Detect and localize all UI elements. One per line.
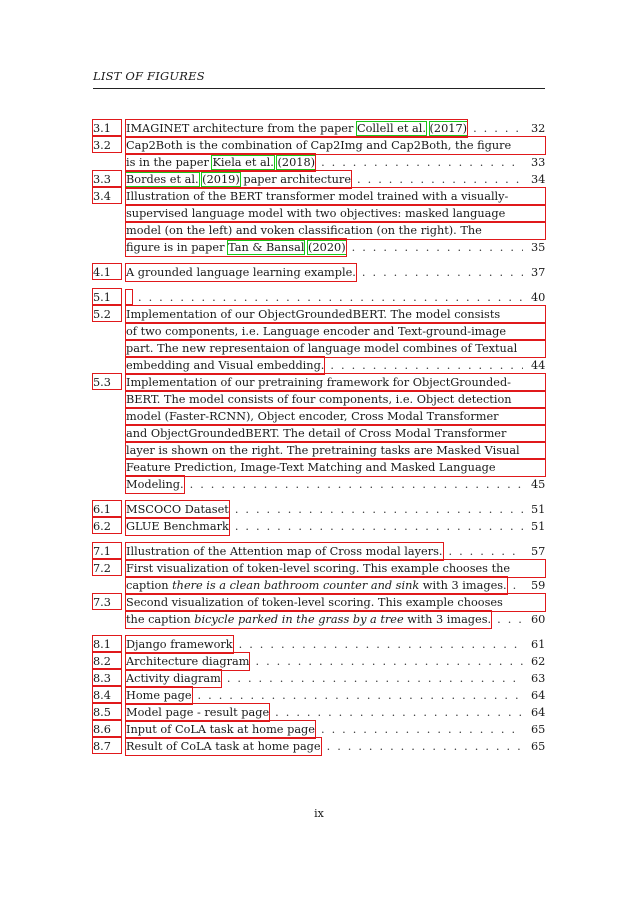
caption-fragment: Home page — [126, 689, 192, 702]
caption-line — [126, 738, 545, 755]
page-number-ref[interactable]: 35 — [531, 241, 546, 254]
caption-text[interactable] — [126, 374, 545, 391]
caption-fragment: is in the paper — [126, 156, 213, 169]
dot-leader — [255, 653, 523, 670]
figure-number[interactable]: 3.4 — [93, 188, 121, 203]
caption-text[interactable] — [126, 476, 184, 493]
caption-text[interactable] — [126, 323, 545, 340]
figure-entry — [93, 306, 545, 374]
caption-fragment: layer is shown on the right. The pretraining tasks are Masked Visual — [126, 444, 520, 457]
header-rule — [93, 88, 545, 89]
caption-fragment: IMAGINET architecture from the paper — [126, 122, 357, 135]
caption-fragment: Model page - result page — [126, 706, 270, 719]
figure-number[interactable]: 8.2 — [93, 653, 121, 668]
caption-line — [126, 357, 545, 374]
page-number-ref[interactable]: 51 — [531, 503, 546, 516]
figure-number[interactable]: 7.3 — [93, 594, 121, 609]
caption-line — [126, 408, 545, 425]
citation-link[interactable]: Tan & Bansal — [228, 241, 305, 254]
caption-line — [126, 154, 545, 171]
figure-entry — [93, 289, 545, 306]
page-number-ref[interactable]: 44 — [531, 359, 546, 372]
dot-leader — [473, 120, 523, 137]
caption-line — [126, 289, 545, 306]
caption-fragment: BERT. The model consists of four components, i.e. Object detection — [126, 393, 512, 406]
figure-entry — [93, 670, 545, 687]
caption-fragment: Django framework — [126, 638, 233, 651]
dot-leader — [449, 543, 523, 560]
figure-entry — [93, 188, 545, 256]
caption-text[interactable] — [126, 264, 356, 281]
caption-line — [126, 518, 545, 535]
caption-line — [126, 611, 545, 628]
figure-number[interactable]: 7.2 — [93, 560, 121, 575]
caption-text[interactable] — [126, 120, 467, 137]
caption-text[interactable] — [126, 704, 269, 721]
figure-entry — [93, 738, 545, 755]
caption-fragment: Implementation of our ObjectGroundedBERT. The model consists — [126, 308, 501, 321]
caption-line — [126, 476, 545, 493]
dot-leader — [362, 264, 523, 281]
caption-text[interactable] — [126, 408, 545, 425]
caption-fragment: Cap2Both is the combination of Cap2Img and Cap2Both, the figure — [126, 139, 512, 152]
caption-fragment: the caption — [126, 613, 195, 626]
caption-line — [126, 501, 545, 518]
figure-entry — [93, 594, 545, 628]
figure-caption — [126, 501, 545, 518]
figure-number[interactable]: 8.7 — [93, 738, 121, 753]
caption-fragment: A grounded language learning example. — [126, 266, 356, 279]
citation-link[interactable]: (2018) — [277, 156, 316, 169]
figure-caption — [126, 306, 545, 374]
caption-text[interactable] — [126, 738, 321, 755]
figure-number[interactable]: 6.1 — [93, 501, 121, 516]
dot-leader — [227, 670, 523, 687]
caption-fragment: and ObjectGroundedBERT. The detail of Cross Modal Transformer — [126, 427, 507, 440]
dot-leader — [190, 476, 523, 493]
caption-fragment: Implementation of our pretraining framework for ObjectGrounded- — [126, 376, 511, 389]
figure-entry — [93, 137, 545, 171]
page-number-ref[interactable]: 57 — [531, 545, 546, 558]
caption-line — [126, 391, 545, 408]
page-number-ref[interactable]: 40 — [531, 291, 546, 304]
page-number-ref[interactable]: 65 — [531, 723, 546, 736]
caption-fragment: MSCOCO Dataset — [126, 503, 229, 516]
caption-text[interactable] — [126, 670, 221, 687]
citation-link[interactable]: Kiela et al. — [212, 156, 274, 169]
page-number-ref[interactable]: 64 — [531, 706, 546, 719]
page-number-ref[interactable]: 37 — [531, 266, 546, 279]
caption-fragment: with 3 images. — [403, 613, 492, 626]
figure-caption — [126, 120, 545, 137]
page-number-ref[interactable]: 63 — [531, 672, 546, 685]
dot-leader — [138, 289, 523, 306]
figure-entry — [93, 518, 545, 535]
caption-text[interactable] — [126, 687, 192, 704]
caption-line — [126, 442, 545, 459]
figure-entry — [93, 264, 545, 281]
citation-link[interactable]: Bordes et al. — [126, 173, 199, 186]
caption-fragment: model (Faster-RCNN), Object encoder, Cross Modal Transformer — [126, 410, 499, 423]
figure-caption — [126, 687, 545, 704]
caption-fragment: Feature Prediction, Image-Text Matching and Masked Language — [126, 461, 496, 474]
caption-text[interactable] — [126, 306, 545, 323]
figure-group-5 — [93, 543, 545, 628]
caption-text[interactable] — [126, 501, 229, 518]
figure-number[interactable]: 8.1 — [93, 636, 121, 651]
caption-fragment: part. The new representaion of language model combines of Textual — [126, 342, 518, 355]
dot-leader — [497, 611, 523, 628]
figure-number[interactable]: 8.3 — [93, 670, 121, 685]
caption-fragment: Illustration of the BERT transformer model trained with a visually- — [126, 190, 509, 203]
page-number-ref[interactable]: 45 — [531, 478, 546, 491]
figure-entry — [93, 653, 545, 670]
caption-line — [126, 188, 545, 205]
page-number-ref[interactable]: 65 — [531, 740, 546, 753]
caption-text[interactable] — [126, 459, 545, 476]
caption-fragment: figure is in paper — [126, 241, 229, 254]
caption-line — [126, 120, 545, 137]
figure-caption — [126, 636, 545, 653]
caption-text[interactable] — [126, 188, 545, 205]
figure-group-6 — [93, 636, 545, 755]
figure-caption — [126, 560, 545, 594]
caption-fragment: model (on the left) and voken classification (on the right). The — [126, 224, 482, 237]
caption-fragment: Modeling. — [126, 478, 184, 491]
figure-caption — [126, 188, 545, 256]
figure-number[interactable]: 5.2 — [93, 306, 121, 321]
caption-text[interactable] — [126, 154, 315, 171]
caption-text[interactable] — [126, 721, 315, 738]
figure-entry — [93, 543, 545, 560]
citation-link[interactable]: (2020) — [308, 241, 346, 254]
caption-line — [126, 560, 545, 577]
figure-caption — [126, 289, 545, 306]
dot-leader — [513, 577, 523, 594]
figure-caption — [126, 543, 545, 560]
caption-text[interactable] — [126, 577, 507, 594]
figure-caption — [126, 171, 545, 188]
caption-line — [126, 687, 545, 704]
caption-line — [126, 577, 545, 594]
caption-text[interactable] — [126, 425, 545, 442]
caption-fragment: supervised language model with two objectives: masked language — [126, 207, 506, 220]
dot-leader — [235, 518, 523, 535]
caption-text[interactable] — [126, 636, 233, 653]
page-number-ref[interactable]: 64 — [531, 689, 546, 702]
figure-caption — [126, 594, 545, 628]
caption-text[interactable] — [126, 391, 545, 408]
page-number-ref[interactable]: 62 — [531, 655, 546, 668]
page-number-ref[interactable]: 51 — [531, 520, 546, 533]
dot-leader — [321, 721, 523, 738]
caption-text[interactable] — [126, 222, 545, 239]
caption-text[interactable] — [126, 340, 545, 357]
figure-entry — [93, 501, 545, 518]
figure-entry — [93, 120, 545, 137]
caption-line — [126, 340, 545, 357]
figure-group-3 — [93, 289, 545, 493]
figure-caption — [126, 264, 545, 281]
figure-number[interactable]: 8.4 — [93, 687, 121, 702]
figure-caption — [126, 670, 545, 687]
dot-leader — [330, 357, 523, 374]
figure-number[interactable]: 5.3 — [93, 374, 121, 389]
caption-text[interactable] — [126, 560, 545, 577]
page-number-ref[interactable]: 32 — [531, 122, 546, 135]
page-number-ref[interactable]: 34 — [531, 173, 546, 186]
figure-number[interactable]: 3.1 — [93, 120, 121, 135]
citation-link[interactable]: (2017) — [429, 122, 468, 135]
caption-text[interactable] — [126, 518, 229, 535]
dot-leader — [198, 687, 523, 704]
dot-leader — [352, 239, 523, 256]
dot-leader — [275, 704, 523, 721]
page-number-ref[interactable]: 59 — [531, 579, 546, 592]
caption-fragment: Activity diagram — [126, 672, 221, 685]
figure-number[interactable]: 4.1 — [93, 264, 121, 279]
figure-caption — [126, 721, 545, 738]
caption-line — [126, 653, 545, 670]
caption-fragment: of two components, i.e. Language encoder and Text-ground-image — [126, 325, 507, 338]
citation-link[interactable]: (2019) — [202, 173, 240, 186]
caption-line — [126, 704, 545, 721]
caption-text[interactable] — [126, 442, 545, 459]
figure-entry — [93, 721, 545, 738]
caption-line — [126, 670, 545, 687]
caption-text[interactable] — [126, 137, 545, 154]
figure-caption — [126, 738, 545, 755]
caption-text[interactable] — [126, 611, 491, 628]
figure-caption — [126, 704, 545, 721]
caption-text[interactable] — [126, 543, 443, 560]
caption-line — [126, 264, 545, 281]
figure-number[interactable]: 3.3 — [93, 171, 121, 186]
caption-fragment: Second visualization of token-level scoring. This example chooses — [126, 596, 503, 609]
caption-text[interactable] — [126, 357, 324, 374]
caption-line — [126, 543, 545, 560]
figure-number[interactable]: 7.1 — [93, 543, 121, 558]
dot-leader — [321, 154, 523, 171]
figure-caption — [126, 137, 545, 171]
caption-line — [126, 205, 545, 222]
dot-leader — [357, 171, 523, 188]
figure-caption — [126, 518, 545, 535]
caption-line — [126, 374, 545, 391]
caption-fragment: Input of CoLA task at home page — [126, 723, 315, 736]
caption-line — [126, 636, 545, 653]
figure-group-1 — [93, 120, 545, 256]
caption-fragment — [426, 122, 430, 135]
list-of-figures — [93, 120, 545, 755]
caption-fragment: embedding and Visual embedding. — [126, 359, 325, 372]
caption-text[interactable] — [126, 653, 249, 670]
citation-link[interactable]: Collell et al. — [356, 122, 426, 135]
figure-number[interactable]: 8.6 — [93, 721, 121, 736]
page-number-ref[interactable]: 61 — [531, 638, 546, 651]
page-number: ix — [314, 807, 324, 820]
page-number-ref[interactable]: 33 — [531, 156, 546, 169]
caption-line — [126, 721, 545, 738]
figure-entry — [93, 560, 545, 594]
figure-entry — [93, 687, 545, 704]
caption-fragment: Result of CoLA task at home page — [126, 740, 321, 753]
caption-line — [126, 306, 545, 323]
dot-leader — [235, 501, 523, 518]
figure-group-2 — [93, 264, 545, 281]
caption-text[interactable] — [126, 594, 545, 611]
figure-number[interactable]: 3.2 — [93, 137, 121, 152]
caption-fragment: First visualization of token-level scoring. This example chooses the — [126, 562, 511, 575]
italic-caption: bicycle parked in the grass by a tree — [194, 613, 404, 626]
caption-line — [126, 459, 545, 476]
caption-line — [126, 222, 545, 239]
figure-entry — [93, 171, 545, 188]
figure-entry — [93, 636, 545, 653]
caption-fragment: Illustration of the Attention map of Cross modal layers. — [126, 545, 443, 558]
caption-text[interactable] — [126, 171, 351, 188]
caption-line — [126, 171, 545, 188]
caption-fragment: with 3 images. — [419, 579, 507, 592]
caption-fragment: GLUE Benchmark — [126, 520, 229, 533]
caption-line — [126, 239, 545, 256]
caption-fragment: caption — [126, 579, 173, 592]
caption-text[interactable] — [126, 239, 346, 256]
caption-fragment: Architecture diagram — [126, 655, 250, 668]
caption-line — [126, 425, 545, 442]
dot-leader — [239, 636, 523, 653]
figure-caption — [126, 374, 545, 493]
caption-text[interactable] — [126, 205, 545, 222]
dot-leader — [327, 738, 523, 755]
figure-entry — [93, 704, 545, 721]
figure-entry — [93, 374, 545, 493]
caption-line — [126, 137, 545, 154]
figure-caption — [126, 653, 545, 670]
figure-number[interactable]: 5.1 — [93, 289, 121, 304]
running-header: LIST OF FIGURES — [93, 69, 205, 83]
caption-text[interactable] — [126, 290, 132, 304]
caption-fragment: paper architecture — [239, 173, 352, 186]
caption-line — [126, 323, 545, 340]
caption-line — [126, 594, 545, 611]
figure-number[interactable]: 8.5 — [93, 704, 121, 719]
italic-caption: there is a clean bathroom counter and sink — [172, 579, 420, 592]
figure-number[interactable]: 6.2 — [93, 518, 121, 533]
page-number-ref[interactable]: 60 — [531, 613, 546, 626]
figure-group-4 — [93, 501, 545, 535]
